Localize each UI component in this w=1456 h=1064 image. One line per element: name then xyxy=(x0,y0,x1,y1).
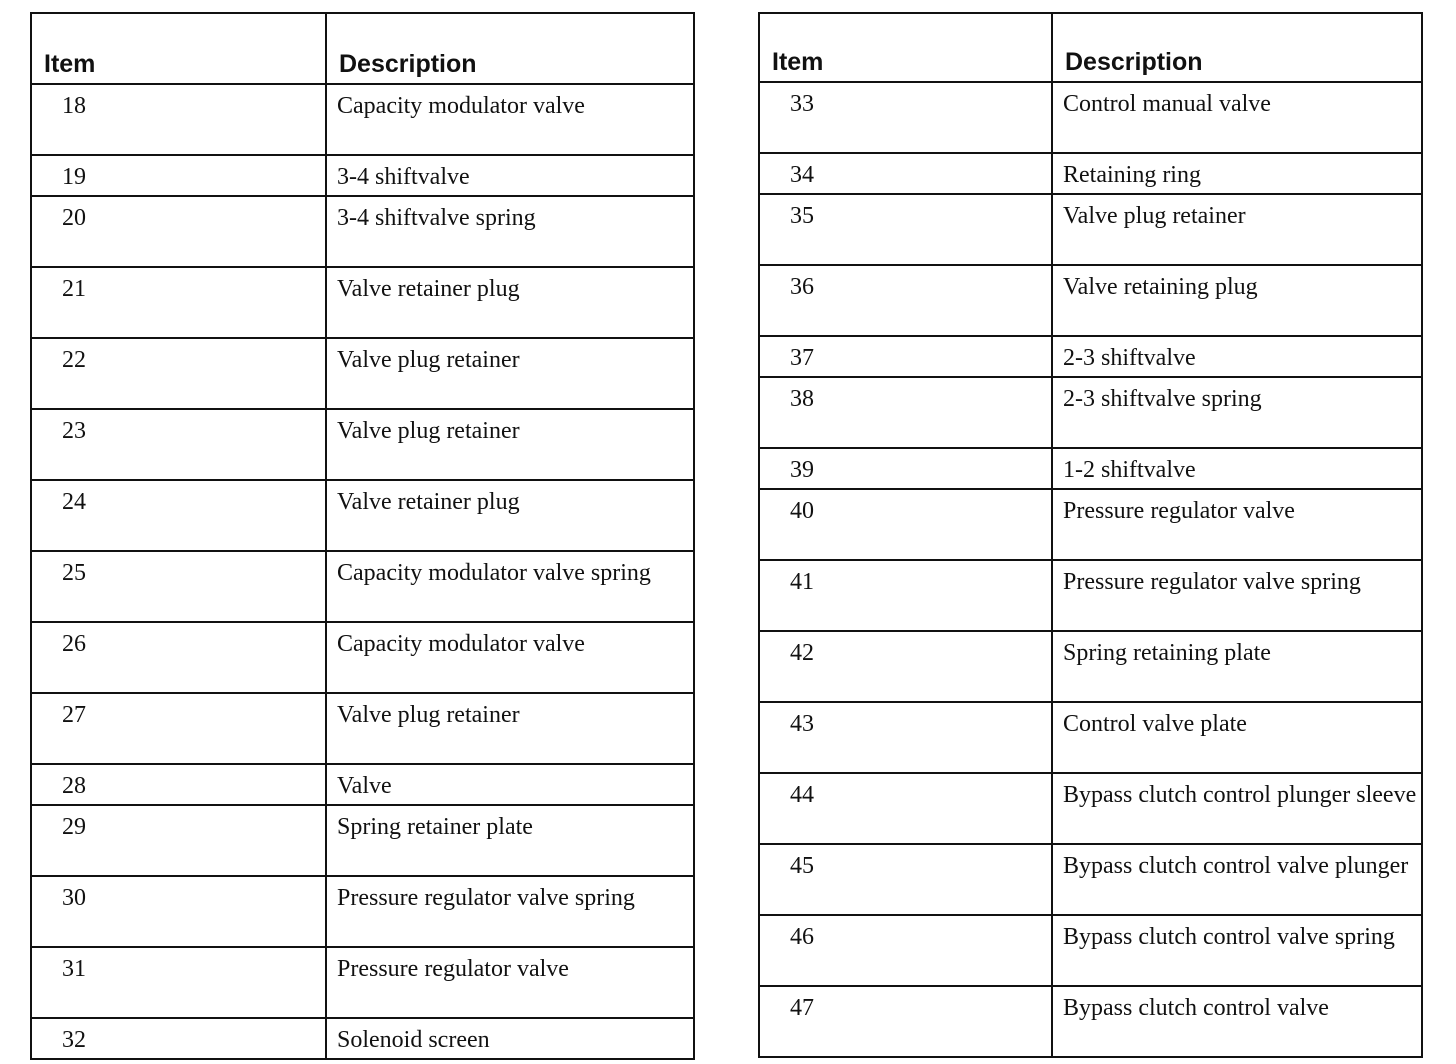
item-number: 41 xyxy=(759,560,1052,631)
table-row xyxy=(759,489,1422,560)
item-number: 40 xyxy=(759,489,1052,560)
item-description: 3-4 shiftvalve spring xyxy=(326,196,694,267)
table-row xyxy=(31,267,694,338)
item-description: Bypass clutch control plunger sleeve xyxy=(1052,773,1422,844)
table-row xyxy=(31,409,694,480)
item-number: 45 xyxy=(759,844,1052,915)
item-number: 33 xyxy=(759,82,1052,153)
item-number: 22 xyxy=(31,338,326,409)
item-number: 21 xyxy=(31,267,326,338)
item-description: Spring retainer plate xyxy=(326,805,694,876)
parts-table-right xyxy=(758,12,1423,1058)
table-header-row xyxy=(31,13,694,84)
item-number: 32 xyxy=(31,1018,326,1059)
item-number: 28 xyxy=(31,764,326,805)
table-row xyxy=(759,265,1422,336)
item-description: Valve plug retainer xyxy=(326,409,694,480)
table-row xyxy=(759,773,1422,844)
table-row xyxy=(31,805,694,876)
table-row xyxy=(31,84,694,155)
item-number: 18 xyxy=(31,84,326,155)
column-header-description: Description xyxy=(1052,13,1422,82)
column-header-item: Item xyxy=(759,13,1052,82)
item-description: Spring retaining plate xyxy=(1052,631,1422,702)
item-description: Valve plug retainer xyxy=(1052,194,1422,265)
item-description: Control manual valve xyxy=(1052,82,1422,153)
item-number: 20 xyxy=(31,196,326,267)
item-description: Pressure regulator valve xyxy=(1052,489,1422,560)
table-row xyxy=(31,338,694,409)
column-header-description: Description xyxy=(326,13,694,84)
table-row xyxy=(759,844,1422,915)
table-row xyxy=(31,480,694,551)
column-header-item: Item xyxy=(31,13,326,84)
item-description: Pressure regulator valve spring xyxy=(1052,560,1422,631)
item-description: Valve xyxy=(326,764,694,805)
item-description: Bypass clutch control valve plunger xyxy=(1052,844,1422,915)
item-description: Capacity modulator valve xyxy=(326,622,694,693)
table-row xyxy=(759,82,1422,153)
table-row xyxy=(759,631,1422,702)
item-number: 34 xyxy=(759,153,1052,194)
table-row xyxy=(31,693,694,764)
item-number: 27 xyxy=(31,693,326,764)
item-number: 38 xyxy=(759,377,1052,448)
item-description: 2-3 shiftvalve spring xyxy=(1052,377,1422,448)
table-row xyxy=(759,377,1422,448)
item-number: 43 xyxy=(759,702,1052,773)
item-number: 29 xyxy=(31,805,326,876)
item-description: Valve retainer plug xyxy=(326,480,694,551)
item-number: 47 xyxy=(759,986,1052,1057)
item-description: 1-2 shiftvalve xyxy=(1052,448,1422,489)
item-description: Bypass clutch control valve xyxy=(1052,986,1422,1057)
item-number: 25 xyxy=(31,551,326,622)
item-number: 44 xyxy=(759,773,1052,844)
table-row xyxy=(31,155,694,196)
item-description: Retaining ring xyxy=(1052,153,1422,194)
table-row xyxy=(31,196,694,267)
item-number: 42 xyxy=(759,631,1052,702)
table-row xyxy=(31,551,694,622)
table-row xyxy=(31,764,694,805)
table-row xyxy=(759,915,1422,986)
parts-table-left xyxy=(30,12,695,1060)
table-row xyxy=(759,448,1422,489)
table-row xyxy=(759,336,1422,377)
item-description: Control valve plate xyxy=(1052,702,1422,773)
item-description: 3-4 shiftvalve xyxy=(326,155,694,196)
table-row xyxy=(31,947,694,1018)
item-number: 37 xyxy=(759,336,1052,377)
table-row xyxy=(31,1018,694,1059)
table-row xyxy=(31,876,694,947)
item-number: 23 xyxy=(31,409,326,480)
item-description: Valve plug retainer xyxy=(326,693,694,764)
item-description: 2-3 shiftvalve xyxy=(1052,336,1422,377)
item-description: Solenoid screen xyxy=(326,1018,694,1059)
item-description: Capacity modulator valve xyxy=(326,84,694,155)
item-description: Pressure regulator valve spring xyxy=(326,876,694,947)
item-description: Pressure regulator valve xyxy=(326,947,694,1018)
item-number: 46 xyxy=(759,915,1052,986)
item-description: Valve retainer plug xyxy=(326,267,694,338)
table-row xyxy=(31,622,694,693)
item-description: Valve retaining plug xyxy=(1052,265,1422,336)
item-description: Capacity modulator valve spring xyxy=(326,551,694,622)
table-header-row xyxy=(759,13,1422,82)
item-number: 30 xyxy=(31,876,326,947)
item-number: 26 xyxy=(31,622,326,693)
item-number: 24 xyxy=(31,480,326,551)
item-description: Valve plug retainer xyxy=(326,338,694,409)
table-row xyxy=(759,986,1422,1057)
table-row xyxy=(759,153,1422,194)
table-row xyxy=(759,194,1422,265)
item-number: 36 xyxy=(759,265,1052,336)
item-description: Bypass clutch control valve spring xyxy=(1052,915,1422,986)
table-row xyxy=(759,702,1422,773)
item-number: 39 xyxy=(759,448,1052,489)
item-number: 35 xyxy=(759,194,1052,265)
item-number: 19 xyxy=(31,155,326,196)
item-number: 31 xyxy=(31,947,326,1018)
table-row xyxy=(759,560,1422,631)
